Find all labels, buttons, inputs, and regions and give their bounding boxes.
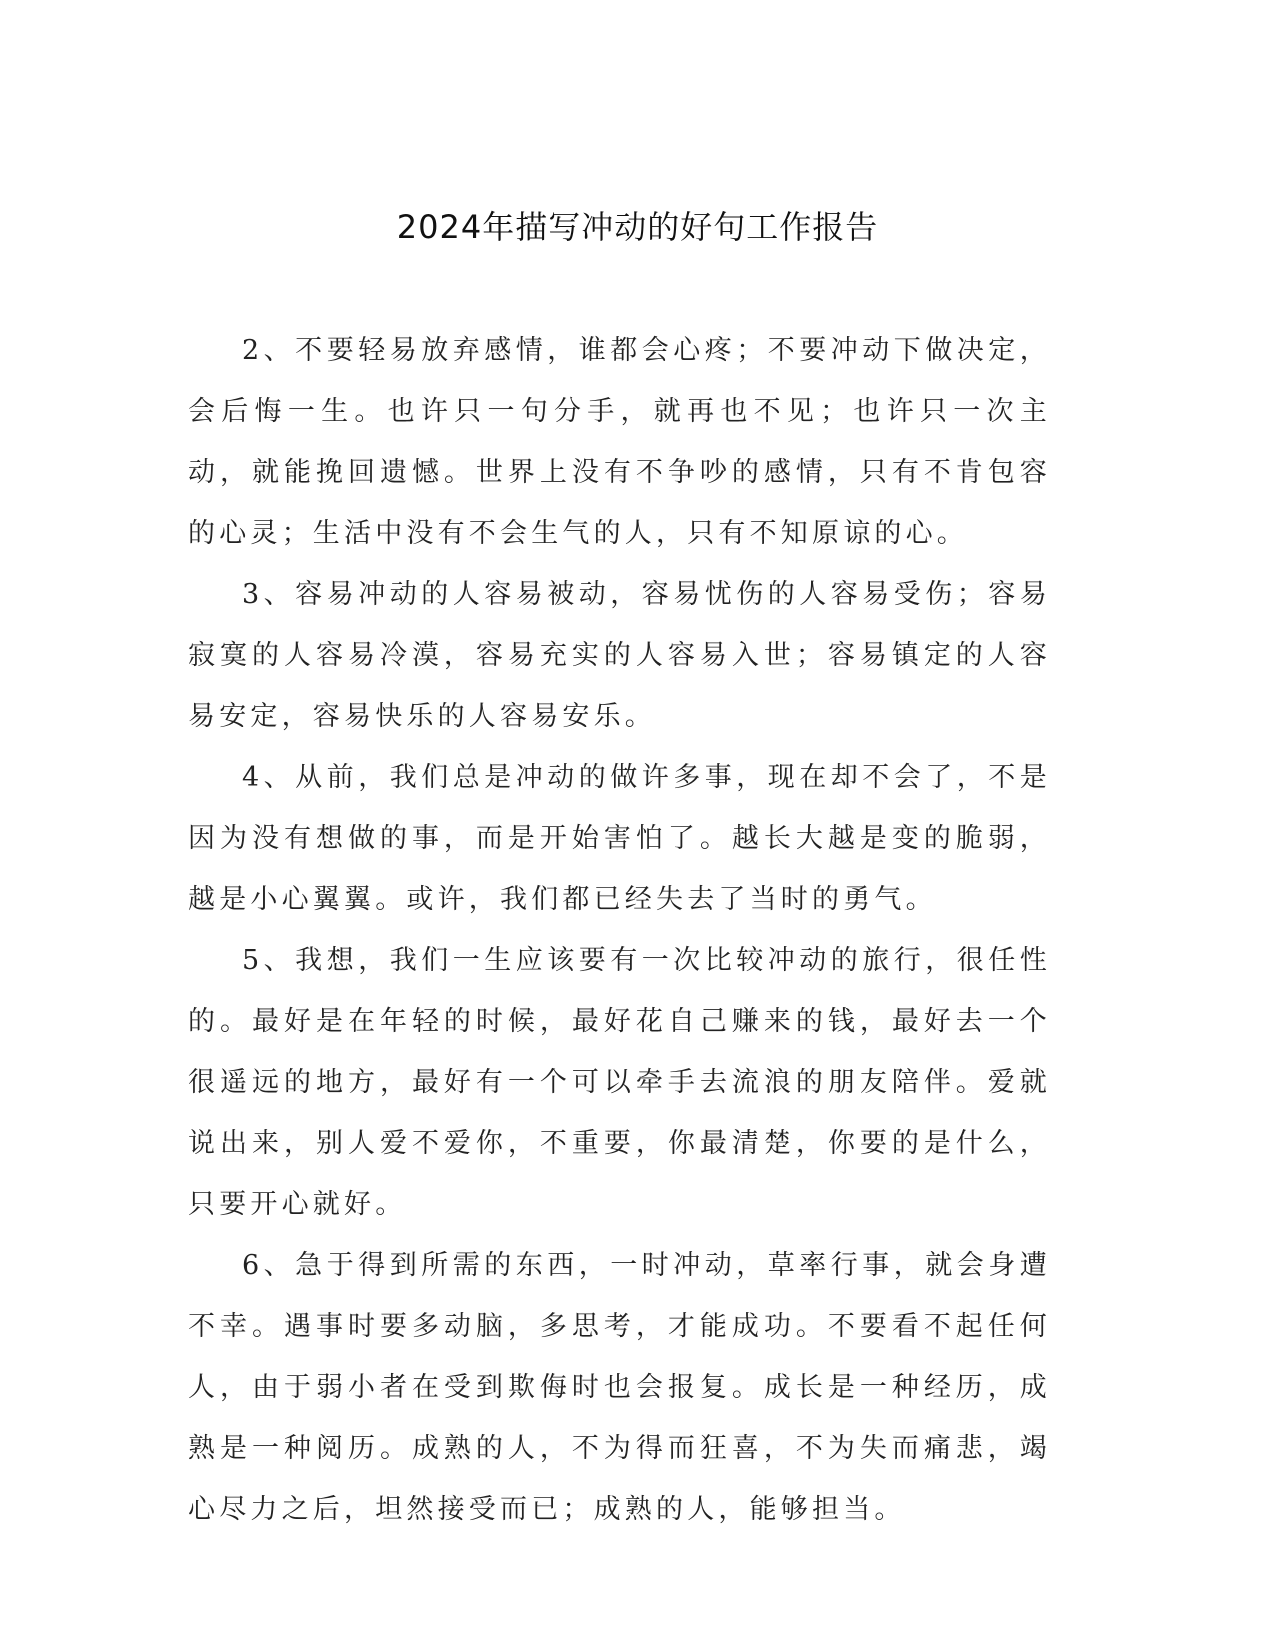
document-title: 2024年描写冲动的好句工作报告 bbox=[396, 208, 879, 246]
document-body bbox=[188, 320, 1051, 1540]
paragraph-3: 3、容易冲动的人容易被动，容易忧伤的人容易受伤；容易寂寞的人容易冷漠，容易充实的人容易入世；容易镇定的人容易安定，容易快乐的人容易安乐。 bbox=[188, 579, 1051, 732]
paragraph-2: 2、不要轻易放弃感情，谁都会心疼；不要冲动下做决定，会后悔一生。也许只一句分手，就再也不见；也许只一次主动，就能挽回遗憾。世界上没有不争吵的感情，只有不肯包容的心灵；生活中没有不会生气的人，只有不知原谅的心。 bbox=[188, 335, 1051, 549]
paragraph-4: 4、从前，我们总是冲动的做许多事，现在却不会了，不是因为没有想做的事，而是开始害怕了。越长大越是变的脆弱，越是小心翼翼。或许，我们都已经失去了当时的勇气。 bbox=[188, 762, 1051, 915]
paragraph-6: 6、急于得到所需的东西，一时冲动，草率行事，就会身遭不幸。遇事时要多动脑，多思考，才能成功。不要看不起任何人，由于弱小者在受到欺侮时也会报复。成长是一种经历，成熟是一种阅历。成熟的人，不为得而狂喜，不为失而痛悲，竭心尽力之后，坦然接受而已；成熟的人，能够担当。 bbox=[188, 1250, 1051, 1525]
paragraph-5: 5、我想，我们一生应该要有一次比较冲动的旅行，很任性的。最好是在年轻的时候，最好花自己赚来的钱，最好去一个很遥远的地方，最好有一个可以牵手去流浪的朋友陪伴。爱就说出来，别人爱不爱你，不重要，你最清楚，你要的是什么，只要开心就好。 bbox=[188, 945, 1051, 1220]
